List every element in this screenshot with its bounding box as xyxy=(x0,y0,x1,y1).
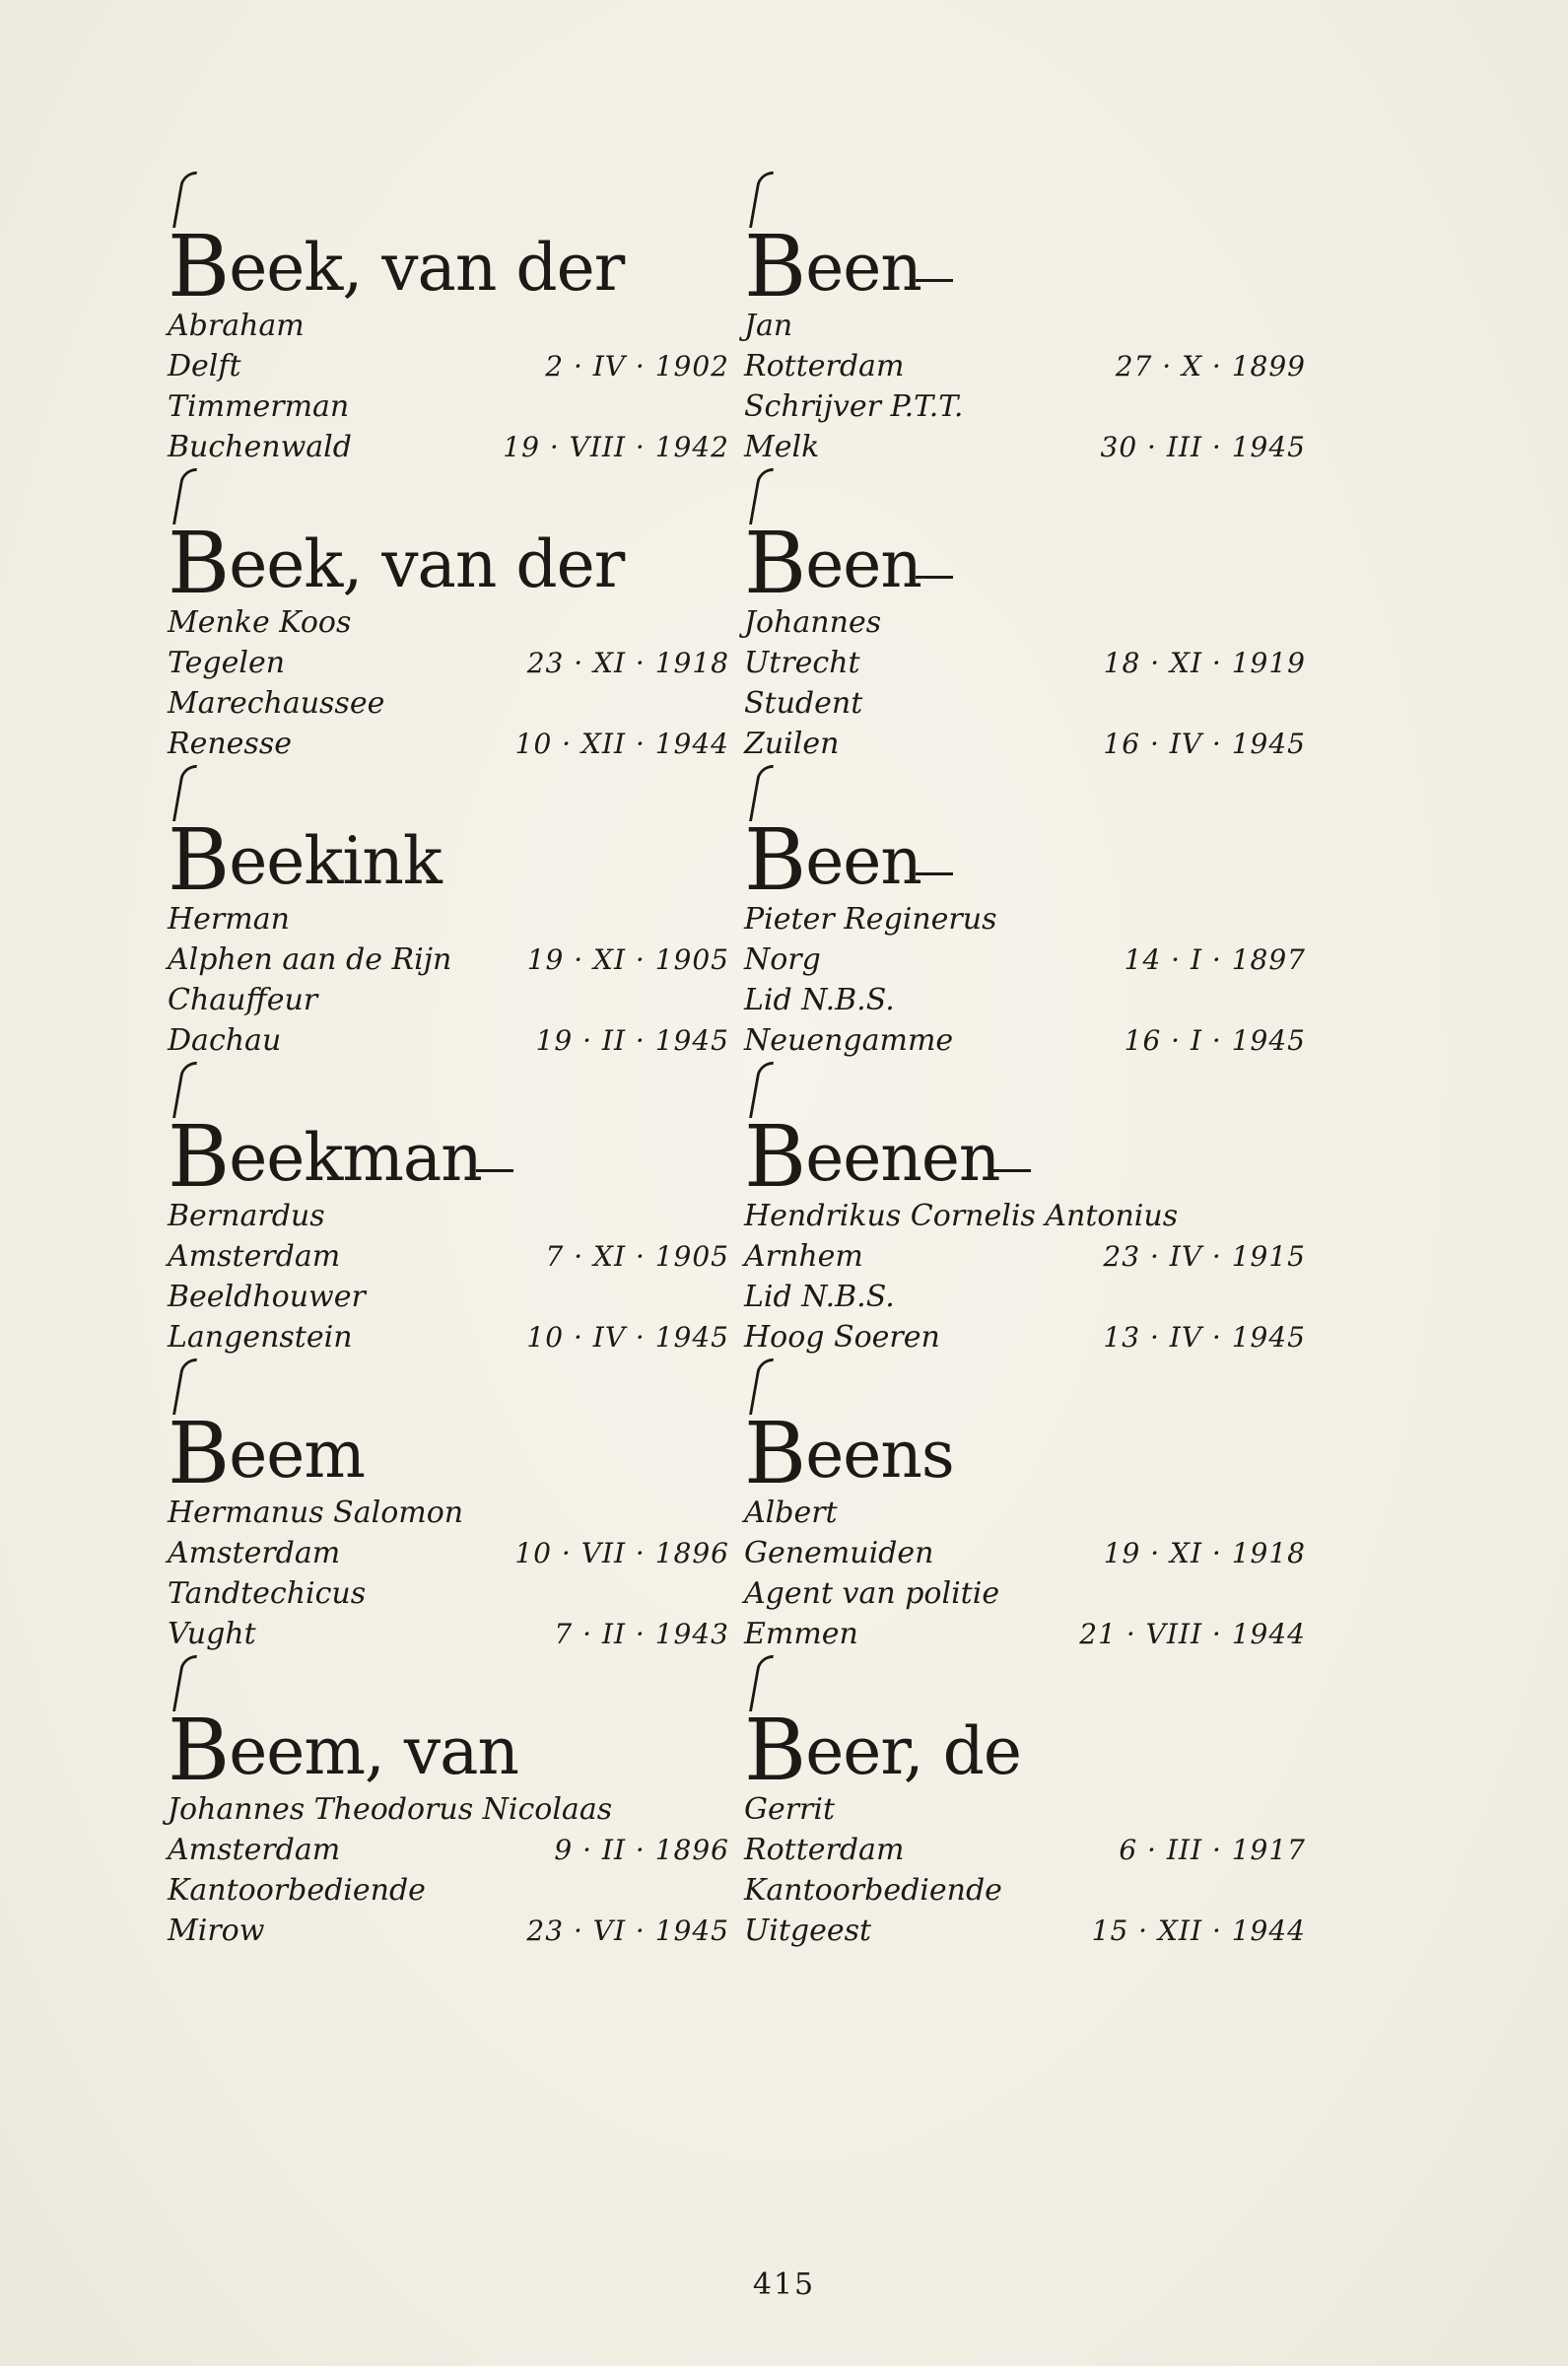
occupation-row xyxy=(168,1573,729,1614)
occupation-row xyxy=(744,683,1306,724)
surname-rest: eem xyxy=(229,1417,365,1493)
surname-heading xyxy=(744,1345,1306,1503)
surname-heading xyxy=(744,751,1306,910)
given-names: Gerrit xyxy=(744,1792,836,1827)
birth-place: Delft xyxy=(168,349,241,383)
surname-rest: eens xyxy=(805,1417,954,1493)
surname-rest: een xyxy=(805,230,921,306)
given-names: Abraham xyxy=(168,309,305,343)
surname-initial: B xyxy=(744,1702,806,1800)
surname-rest: eer, de xyxy=(805,1713,1021,1789)
name-row xyxy=(168,1196,729,1236)
person-entry xyxy=(744,454,1306,761)
death-row xyxy=(168,1911,729,1951)
given-names: Albert xyxy=(744,1496,838,1530)
occupation: Lid N.B.S. xyxy=(744,1280,895,1314)
occupation: Marechaussee xyxy=(168,686,385,721)
surname-rest: eekink xyxy=(229,823,442,899)
occupation-row xyxy=(744,1573,1306,1614)
birth-date: 19 · XI · 1918 xyxy=(1103,1537,1306,1569)
birth-row xyxy=(168,1236,729,1277)
person-entry xyxy=(168,751,729,1058)
death-place: Zuilen xyxy=(744,727,840,761)
birth-place: Genemuiden xyxy=(744,1536,934,1570)
surname-underline xyxy=(916,576,953,579)
death-place: Emmen xyxy=(744,1617,858,1651)
name-row xyxy=(168,1493,729,1533)
occupation: Student xyxy=(744,686,863,721)
name-row xyxy=(168,602,729,643)
person-entry xyxy=(744,751,1306,1058)
surname-heading xyxy=(744,158,1306,316)
birth-place: Norg xyxy=(744,942,821,977)
surname-rest: eek, van der xyxy=(229,230,625,306)
given-names: Bernardus xyxy=(168,1199,325,1233)
birth-row xyxy=(744,939,1306,980)
occupation-row xyxy=(744,980,1306,1020)
birth-place: Amsterdam xyxy=(168,1239,341,1274)
surname-heading xyxy=(168,1048,729,1207)
surname-heading xyxy=(168,158,729,316)
right-column xyxy=(744,158,1306,1948)
birth-row xyxy=(744,346,1306,386)
surname-rest: een xyxy=(805,526,921,602)
birth-date: 9 · II · 1896 xyxy=(554,1834,729,1866)
occupation: Chauffeur xyxy=(168,983,318,1017)
given-names: Hermanus Salomon xyxy=(168,1496,464,1530)
given-names: Johannes Theodorus Nicolaas xyxy=(168,1792,613,1827)
birth-place: Alphen aan de Rijn xyxy=(168,942,452,977)
birth-date: 23 · IV · 1915 xyxy=(1103,1240,1306,1273)
person-entry xyxy=(744,1641,1306,1948)
death-date: 15 · XII · 1944 xyxy=(1091,1914,1306,1947)
death-date: 13 · IV · 1945 xyxy=(1103,1321,1306,1354)
surname-rest: eek, van der xyxy=(229,526,625,602)
person-entry xyxy=(168,1345,729,1651)
surname-initial: B xyxy=(744,1405,806,1503)
occupation: Schrijver P.T.T. xyxy=(744,389,964,424)
surname-initial: B xyxy=(744,811,806,910)
birth-date: 7 · XI · 1905 xyxy=(545,1240,729,1273)
occupation: Tandtechicus xyxy=(168,1576,367,1611)
death-date: 21 · VIII · 1944 xyxy=(1079,1618,1306,1650)
death-date: 10 · XII · 1944 xyxy=(514,728,729,760)
surname-initial: B xyxy=(744,515,806,613)
name-row xyxy=(744,1789,1306,1830)
surname-initial: B xyxy=(744,218,806,316)
surname-initial: B xyxy=(168,218,230,316)
death-date: 30 · III · 1945 xyxy=(1100,431,1306,463)
surname-underline xyxy=(993,1169,1031,1172)
occupation-row xyxy=(744,1870,1306,1911)
surname-heading xyxy=(168,1641,729,1800)
occupation: Lid N.B.S. xyxy=(744,983,895,1017)
surname-initial: B xyxy=(168,1108,230,1207)
birth-date: 27 · X · 1899 xyxy=(1115,350,1306,383)
surname-rest: eem, van xyxy=(229,1713,519,1789)
surname-heading xyxy=(744,454,1306,613)
death-place: Dachau xyxy=(168,1023,282,1058)
birth-row xyxy=(168,1533,729,1573)
birth-date: 14 · I · 1897 xyxy=(1124,943,1306,976)
name-row xyxy=(744,602,1306,643)
surname-initial: B xyxy=(168,1702,230,1800)
name-row xyxy=(744,1196,1306,1236)
birth-row xyxy=(168,1830,729,1870)
person-entry xyxy=(168,1641,729,1948)
occupation: Timmerman xyxy=(168,389,350,424)
occupation-row xyxy=(168,980,729,1020)
surname-initial: B xyxy=(168,1405,230,1503)
name-row xyxy=(168,1789,729,1830)
surname-heading xyxy=(168,1345,729,1503)
birth-date: 19 · XI · 1905 xyxy=(526,943,729,976)
death-date: 10 · IV · 1945 xyxy=(526,1321,729,1354)
surname-heading xyxy=(168,751,729,910)
occupation-row xyxy=(168,683,729,724)
name-row xyxy=(744,1493,1306,1533)
birth-place: Rotterdam xyxy=(744,349,905,383)
death-date: 23 · VI · 1945 xyxy=(526,1914,729,1947)
birth-place: Tegelen xyxy=(168,646,286,680)
occupation: Kantoorbediende xyxy=(744,1873,1002,1908)
death-date: 19 · II · 1945 xyxy=(535,1024,729,1057)
occupation: Agent van politie xyxy=(744,1576,1000,1611)
occupation-row xyxy=(168,1277,729,1317)
birth-row xyxy=(744,1830,1306,1870)
person-entry xyxy=(168,454,729,761)
occupation: Kantoorbediende xyxy=(168,1873,426,1908)
given-names: Johannes xyxy=(744,605,882,640)
birth-row xyxy=(168,939,729,980)
surname-initial: B xyxy=(744,1108,806,1207)
birth-place: Amsterdam xyxy=(168,1536,341,1570)
death-place: Neuengamme xyxy=(744,1023,954,1058)
name-row xyxy=(168,899,729,939)
birth-date: 10 · VII · 1896 xyxy=(514,1537,729,1569)
name-row xyxy=(744,899,1306,939)
person-entry xyxy=(168,1048,729,1355)
death-place: Melk xyxy=(744,430,820,464)
occupation: Beeldhouwer xyxy=(168,1280,366,1314)
death-place: Hoog Soeren xyxy=(744,1320,940,1355)
surname-heading xyxy=(168,454,729,613)
surname-rest: een xyxy=(805,823,921,899)
given-names: Menke Koos xyxy=(168,605,352,640)
page-number: 415 xyxy=(752,2267,816,2302)
given-names: Jan xyxy=(744,309,793,343)
birth-row xyxy=(168,346,729,386)
surname-initial: B xyxy=(168,811,230,910)
person-entry xyxy=(744,158,1306,464)
surname-rest: eenen xyxy=(805,1120,1000,1196)
occupation-row xyxy=(744,1277,1306,1317)
name-row xyxy=(168,306,729,346)
birth-date: 18 · XI · 1919 xyxy=(1103,647,1306,679)
death-place: Vught xyxy=(168,1617,256,1651)
person-entry xyxy=(168,158,729,464)
death-date: 19 · VIII · 1942 xyxy=(503,431,729,463)
left-column xyxy=(168,158,729,1948)
birth-row xyxy=(744,643,1306,683)
birth-place: Rotterdam xyxy=(744,1833,905,1867)
death-place: Renesse xyxy=(168,727,292,761)
death-place: Buchenwald xyxy=(168,430,352,464)
surname-heading xyxy=(744,1641,1306,1800)
birth-date: 2 · IV · 1902 xyxy=(545,350,729,383)
birth-row xyxy=(744,1533,1306,1573)
birth-place: Utrecht xyxy=(744,646,860,680)
person-entry xyxy=(744,1048,1306,1355)
surname-heading xyxy=(744,1048,1306,1207)
birth-row xyxy=(168,643,729,683)
given-names: Pieter Reginerus xyxy=(744,902,997,937)
birth-date: 6 · III · 1917 xyxy=(1119,1834,1306,1866)
death-place: Mirow xyxy=(168,1914,265,1948)
birth-date: 23 · XI · 1918 xyxy=(526,647,729,679)
occupation-row xyxy=(168,1870,729,1911)
person-entry xyxy=(744,1345,1306,1651)
birth-place: Arnhem xyxy=(744,1239,863,1274)
birth-place: Amsterdam xyxy=(168,1833,341,1867)
death-row xyxy=(744,1911,1306,1951)
given-names: Herman xyxy=(168,902,290,937)
death-date: 16 · I · 1945 xyxy=(1124,1024,1306,1057)
surname-underline xyxy=(916,872,953,875)
death-date: 16 · IV · 1945 xyxy=(1103,728,1306,760)
surname-rest: eekman xyxy=(229,1120,482,1196)
surname-underline xyxy=(476,1169,513,1172)
death-date: 7 · II · 1943 xyxy=(554,1618,729,1650)
occupation-row xyxy=(168,386,729,427)
name-row xyxy=(744,306,1306,346)
given-names: Hendrikus Cornelis Antonius xyxy=(744,1199,1179,1233)
birth-row xyxy=(744,1236,1306,1277)
occupation-row xyxy=(744,386,1306,427)
surname-underline xyxy=(916,279,953,282)
death-place: Langenstein xyxy=(168,1320,353,1355)
surname-initial: B xyxy=(168,515,230,613)
death-place: Uitgeest xyxy=(744,1914,872,1948)
